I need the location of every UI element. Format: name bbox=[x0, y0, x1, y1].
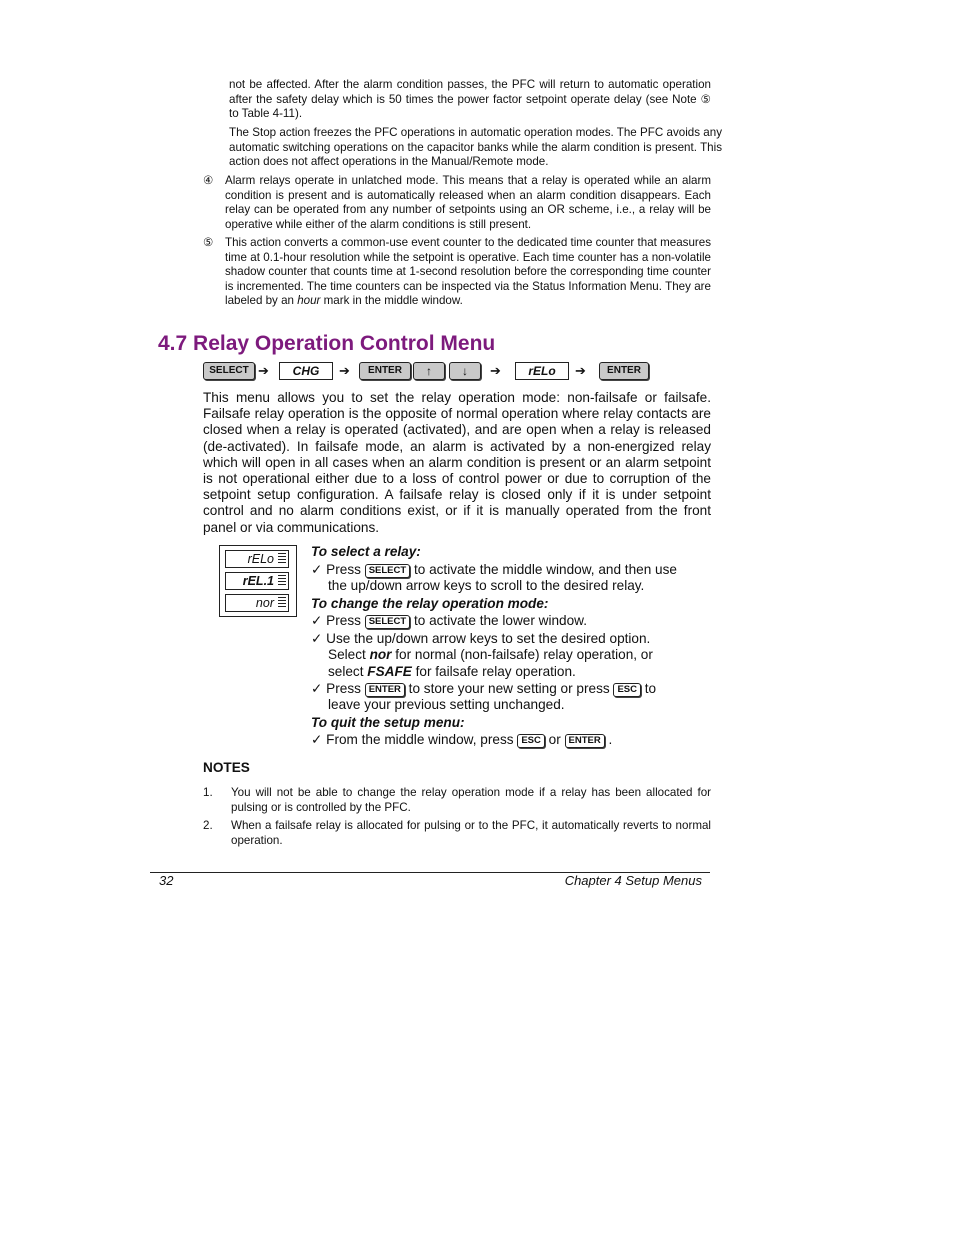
arrow-right-icon: ➔ bbox=[339, 363, 350, 378]
step-change-2: ✓ Use the up/down arrow keys to set the desired option. bbox=[311, 631, 651, 646]
enter-key: ENTER bbox=[565, 734, 605, 748]
section-title: 4.7 Relay Operation Control Menu bbox=[158, 332, 496, 355]
segment-bars-icon bbox=[278, 575, 286, 587]
step-change-2-cont: Select nor for normal (non-failsafe) relay operation, or bbox=[328, 647, 653, 662]
step-change-1: ✓ Press SELECT to activate the lower window. bbox=[311, 613, 587, 628]
segment-bars-icon bbox=[278, 597, 286, 609]
enter-key: ENTER bbox=[359, 362, 411, 380]
step-select-1: ✓ Press SELECT to activate the middle window, and then use bbox=[311, 562, 677, 577]
note-2-text: When a failsafe relay is allocated for pulsing or to the PFC, it automatically reverts to normal operation. bbox=[231, 819, 711, 847]
heading-quit: To quit the setup menu: bbox=[311, 715, 465, 730]
page-footer bbox=[150, 872, 710, 888]
arrow-right-icon: ➔ bbox=[490, 363, 501, 378]
intro-paragraph: This menu allows you to set the relay operation mode: non-failsafe or failsafe. Failsafe relay operation is the opposite of normal operation where relay contacts are closed when a relay is operated (activated), and are open when a relay is released (de-activated). In failsafe mode, an alarm is activated by a non-energized relay which will open in all cases when an alarm condition is present or an alarm setpoint is not operational either due to a loss of control power or due to corruption of the setpoint setup configuration. A failsafe relay is closed only if it is under setpoint control and no alarm conditions exist, or if it is manually operated from the front panel or via communications. bbox=[203, 390, 711, 535]
chg-box: CHG bbox=[279, 362, 333, 380]
continued-paragraph-1: not be affected. After the alarm condition passes, the PFC will return to automatic operation after the safety delay which is 50 times the power factor setpoint operate delay (see Note ⑤ to Table 4-11). bbox=[229, 78, 711, 120]
relo-box: rELo bbox=[515, 362, 569, 380]
step-change-3: ✓ Press ENTER to store your new setting or press ESC to bbox=[311, 681, 657, 696]
heading-select-relay: To select a relay: bbox=[311, 544, 421, 559]
note-1-number: 1. bbox=[203, 786, 213, 799]
lcd-display bbox=[219, 545, 297, 617]
enter-key: ENTER bbox=[365, 683, 405, 697]
note-4-text: Alarm relays operate in unlatched mode. This means that a relay is operated while an alarm condition is present and is automatically released when an alarm condition disappears. Each relay can be operated from any number of setpoints using an OR scheme, i.e., a relay will be operative while either of the alarm conditions is still present. bbox=[225, 174, 711, 231]
select-key: SELECT bbox=[203, 362, 255, 380]
arrow-right-icon: ➔ bbox=[575, 363, 586, 378]
step-change-2-cont2: select FSAFE for failsafe relay operation. bbox=[328, 664, 576, 679]
note-5-text: This action converts a common-use event counter to the dedicated time counter that measures time at 0.1-hour resolution while the setpoint is operative. Each time counter has a non-volatile shadow counter that counts time at 1-second resolution before the corresponding time counter is incremented. The time counters can be inspected via the Status Information Menu. They are labeled by an hour mark in the middle window. bbox=[225, 236, 711, 307]
lcd-upper-window: rELo bbox=[225, 550, 289, 568]
esc-key: ESC bbox=[517, 734, 545, 748]
note-1-text: You will not be able to change the relay operation mode if a relay has been allocated for pulsing or is controlled by the PFC. bbox=[231, 786, 711, 814]
select-key: SELECT bbox=[365, 615, 410, 629]
enter-key: ENTER bbox=[599, 362, 649, 380]
page-number: 32 bbox=[159, 873, 174, 888]
lcd-lower-window: nor bbox=[225, 594, 289, 612]
down-arrow-key: ↓ bbox=[449, 362, 481, 380]
lcd-middle-window: rEL.1 bbox=[225, 572, 289, 590]
step-select-1-cont: the up/down arrow keys to scroll to the desired relay. bbox=[328, 578, 645, 593]
note-marker-5: ⑤ bbox=[203, 236, 214, 249]
heading-change-mode: To change the relay operation mode: bbox=[311, 596, 549, 611]
segment-bars-icon bbox=[278, 553, 286, 565]
note-marker-4: ④ bbox=[203, 174, 214, 187]
select-key: SELECT bbox=[365, 564, 410, 578]
continued-paragraph-2: The Stop action freezes the PFC operations in automatic operation modes. The PFC avoids any automatic switching operations on the capacitor banks while the alarm condition is present. This action does not affect operations in the Manual/Remote mode. bbox=[229, 126, 722, 168]
notes-heading: NOTES bbox=[203, 760, 250, 775]
chapter-label: Chapter 4 Setup Menus bbox=[564, 873, 702, 888]
esc-key: ESC bbox=[613, 683, 641, 697]
note-2-number: 2. bbox=[203, 819, 213, 832]
up-arrow-key: ↑ bbox=[413, 362, 445, 380]
arrow-right-icon: ➔ bbox=[258, 363, 269, 378]
step-quit-1: ✓ From the middle window, press ESC or ENTER . bbox=[311, 732, 613, 747]
step-change-3-cont: leave your previous setting unchanged. bbox=[328, 697, 565, 712]
